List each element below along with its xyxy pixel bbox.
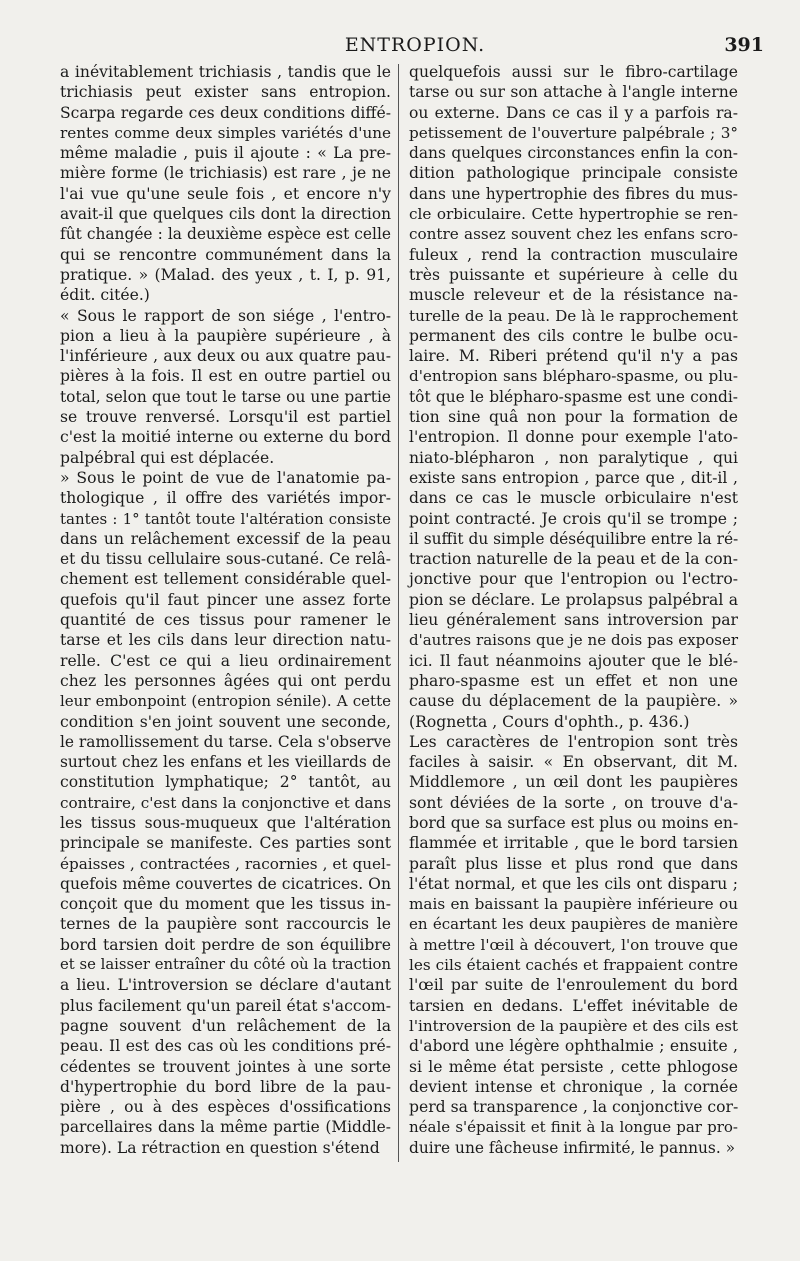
left-column — [60, 62, 391, 1158]
text-line: les tissus sous-muqueux que l'altération — [60, 813, 391, 832]
text-line: thologique , il offre des variétés impor- — [60, 489, 391, 508]
text-line: flammée et irritable , que le bord tarsien — [409, 834, 738, 853]
text-line: traction naturelle de la peau et de la con- — [409, 550, 738, 569]
text-line: l'œil par suite de l'enroulement du bord — [409, 976, 738, 995]
text-line: très puissante et supérieure à celle du — [409, 265, 738, 284]
text-line: cause du déplacement de la paupière. » — [409, 692, 738, 711]
text-line: tarse et les cils dans leur direction natu- — [60, 631, 391, 650]
text-line: condition s'en joint souvent une seconde, — [60, 712, 391, 731]
text-line: principale se manifeste. Ces parties sont — [60, 834, 391, 853]
text-line: a inévitablement trichiasis , tandis que le — [60, 63, 391, 81]
text-line: lieu généralement sans introversion par — [409, 611, 738, 630]
text-line: Les caractères de l'entropion sont très — [409, 732, 738, 751]
text-line: relle. C'est ce qui a lieu ordinairement — [60, 651, 391, 670]
text-line: même maladie , puis il ajoute : « La pre- — [60, 144, 391, 163]
text-line: existe sans entropion , parce que , dit-il , — [409, 468, 738, 487]
text-line: tion sine quâ non pour la formation de — [409, 408, 738, 427]
text-line: parcellaires dans la même partie (Middle- — [60, 1118, 391, 1137]
text-line: Middlemore , un œil dont les paupières — [409, 773, 738, 792]
text-line: mais en baissant la paupière inférieure ou — [409, 895, 738, 914]
text-line: perd sa transparence , la conjonctive cor- — [409, 1098, 739, 1117]
text-line: leur embonpoint (entropion sénile). A cette — [60, 692, 391, 711]
text-line: c'est la moitié interne ou externe du bord — [60, 428, 391, 447]
text-line: l'inférieure , aux deux ou aux quatre pau- — [60, 347, 391, 366]
text-line: « Sous le rapport de son siége , l'entro- — [60, 306, 391, 325]
text-line: trichiasis peut exister sans entropion. — [60, 83, 391, 102]
text-line: l'entropion. Il donne pour exemple l'ato- — [409, 428, 738, 447]
text-line: a lieu. L'introversion se déclare d'autant — [60, 976, 391, 995]
text-line: d'autres raisons que je ne dois pas exposer — [409, 631, 738, 650]
text-line: contraire, c'est dans la conjonctive et dans — [60, 793, 391, 812]
text-line: se trouve renversé. Lorsqu'il est partiel — [60, 408, 391, 427]
text-line: permanent des cils contre le bulbe ocu- — [409, 326, 738, 345]
text-line: l'ai vue qu'une seule fois , et encore n'y — [60, 184, 391, 203]
text-line: plus facilement qu'un pareil état s'accom- — [60, 996, 392, 1015]
text-line: dans quelques circonstances enfin la con- — [409, 144, 738, 163]
text-line: tôt que le blépharo-spasme est une condi- — [409, 387, 738, 406]
text-line: dans une hypertrophie des fibres du mus- — [409, 184, 738, 203]
page-title: ENTROPION. — [344, 34, 486, 56]
right-column — [409, 62, 738, 1158]
text-line: le ramollissement du tarse. Cela s'observe — [60, 732, 392, 751]
text-line: quefois même couvertes de cicatrices. On — [60, 874, 391, 893]
text-line: il suffit du simple déséquilibre entre la ré- — [409, 529, 739, 548]
text-line: pière , ou à des espèces d'ossifications — [60, 1098, 391, 1117]
text-line: l'introversion de la paupière et des cils est — [409, 1016, 738, 1035]
text-line: en écartant les deux paupières de manière — [409, 915, 738, 934]
text-line: laire. M. Riberi prétend qu'il n'y a pas — [409, 347, 738, 366]
text-line: bord que sa surface est plus ou moins en- — [409, 813, 739, 832]
text-line: quantité de ces tissus pour ramener le — [60, 611, 391, 630]
text-line: rentes comme deux simples variétés d'une — [60, 123, 391, 142]
text-line: pières à la fois. Il est en outre partiel ou — [60, 367, 391, 386]
column-divider — [398, 64, 399, 1162]
text-line: si le même état persiste , cette phlogose — [409, 1057, 738, 1076]
text-line: pagne souvent d'un relâchement de la — [60, 1016, 391, 1035]
text-line: constitution lymphatique; 2° tantôt, au — [60, 773, 391, 792]
text-line: bord tarsien doit perdre de son équilibre — [60, 935, 391, 954]
text-line: dans un relâchement excessif de la peau — [60, 529, 391, 548]
text-line: à mettre l'œil à découvert, l'on trouve que — [409, 935, 738, 954]
text-line: palpébral qui est déplacée. — [60, 448, 275, 467]
text-line: more). La rétraction en question s'étend — [60, 1138, 380, 1157]
text-line: fût changée : la deuxième espèce est celle — [60, 225, 391, 244]
text-line: ici. Il faut néanmoins ajouter que le blé- — [409, 651, 738, 670]
text-line: et du tissu cellulaire sous-cutané. Ce relâ- — [60, 550, 391, 569]
text-line: qui se rencontre communément dans la — [60, 245, 391, 264]
text-line: » Sous le point de vue de l'anatomie pa- — [60, 468, 391, 487]
text-line: pion se déclare. Le prolapsus palpébral a — [409, 590, 738, 609]
text-line: Scarpa regarde ces deux conditions diffé- — [60, 103, 391, 122]
text-line: duire une fâcheuse infirmité, le pannus. » — [409, 1138, 736, 1157]
page-number: 391 — [724, 34, 764, 56]
text-line: total, selon que tout le tarse ou une partie — [60, 387, 391, 406]
text-line: quefois qu'il faut pincer une assez forte — [60, 590, 391, 609]
text-line: dans ce cas le muscle orbiculaire n'est — [409, 489, 738, 508]
running-header — [60, 34, 770, 60]
text-line: fuleux , rend la contraction musculaire — [409, 245, 738, 264]
text-line: mière forme (le trichiasis) est rare , je ne — [60, 164, 391, 183]
text-line: niato-blépharon , non paralytique , qui — [409, 448, 738, 467]
text-line: point contracté. Je crois qu'il se trompe ; — [409, 509, 738, 528]
text-line: pion a lieu à la paupière supérieure , à — [60, 326, 391, 345]
text-line: tarse ou sur son attache à l'angle interne — [409, 83, 738, 102]
text-line: tantes : 1° tantôt toute l'altération consiste — [60, 509, 391, 528]
text-line: faciles à saisir. « En observant, dit M. — [409, 753, 738, 772]
text-line: édit. citée.) — [60, 286, 150, 305]
text-line: devient intense et chronique , la cornée — [409, 1077, 738, 1096]
text-line: cédentes se trouvent jointes à une sorte — [60, 1057, 391, 1076]
text-line: d'abord une légère ophthalmie ; ensuite , — [409, 1037, 738, 1056]
text-line: contre assez souvent chez les enfans scro- — [409, 225, 738, 244]
text-line: avait-il que quelques cils dont la direction — [60, 205, 391, 224]
text-line: conçoit que du moment que les tissus in- — [60, 895, 391, 914]
text-line: ternes de la paupière sont raccourcis le — [60, 915, 391, 934]
text-line: d'hypertrophie du bord libre de la pau- — [60, 1077, 391, 1096]
text-line: les cils étaient cachés et frappaient contre — [409, 956, 738, 975]
text-line: petissement de l'ouverture palpébrale ; 3° — [409, 123, 738, 142]
text-line: pharo-spasme est un effet et non une — [409, 671, 738, 690]
text-line: épaisses , contractées , racornies , et quel- — [60, 854, 391, 873]
text-line: cle orbiculaire. Cette hypertrophie se ren- — [409, 205, 738, 224]
text-line: pratique. » (Malad. des yeux , t. I, p. 91, — [60, 265, 391, 284]
text-line: sont déviées de la sorte , on trouve d'a- — [409, 793, 738, 812]
text-line: ou externe. Dans ce cas il y a parfois ra- — [409, 103, 738, 122]
text-line: chez les personnes âgées qui ont perdu — [60, 671, 391, 690]
text-line: paraît plus lisse et plus rond que dans — [409, 854, 738, 873]
text-line: turelle de la peau. De là le rapprochement — [409, 306, 738, 325]
text-line: néale s'épaissit et finit à la longue par pro- — [409, 1118, 738, 1137]
text-line: et se laisser entraîner du côté où la traction — [60, 956, 391, 974]
text-line: l'état normal, et que les cils ont disparu ; — [409, 874, 738, 893]
text-line: surtout chez les enfans et les vieillards de — [60, 753, 391, 772]
text-line: muscle releveur et de la résistance na- — [409, 286, 738, 305]
text-line: quelquefois aussi sur le fibro-cartilage — [409, 63, 738, 81]
text-line: peau. Il est des cas où les conditions pré- — [60, 1037, 391, 1056]
text-line: d'entropion sans blépharo-spasme, ou plu- — [409, 367, 738, 386]
text-line: jonctive pour que l'entropion ou l'ectro- — [409, 570, 738, 589]
text-line: (Rognetta , Cours d'ophth., p. 436.) — [409, 712, 690, 731]
text-line: dition pathologique principale consiste — [409, 164, 738, 183]
text-line: chement est tellement considérable quel- — [60, 570, 391, 589]
text-line: tarsien en dedans. L'effet inévitable de — [409, 996, 738, 1015]
